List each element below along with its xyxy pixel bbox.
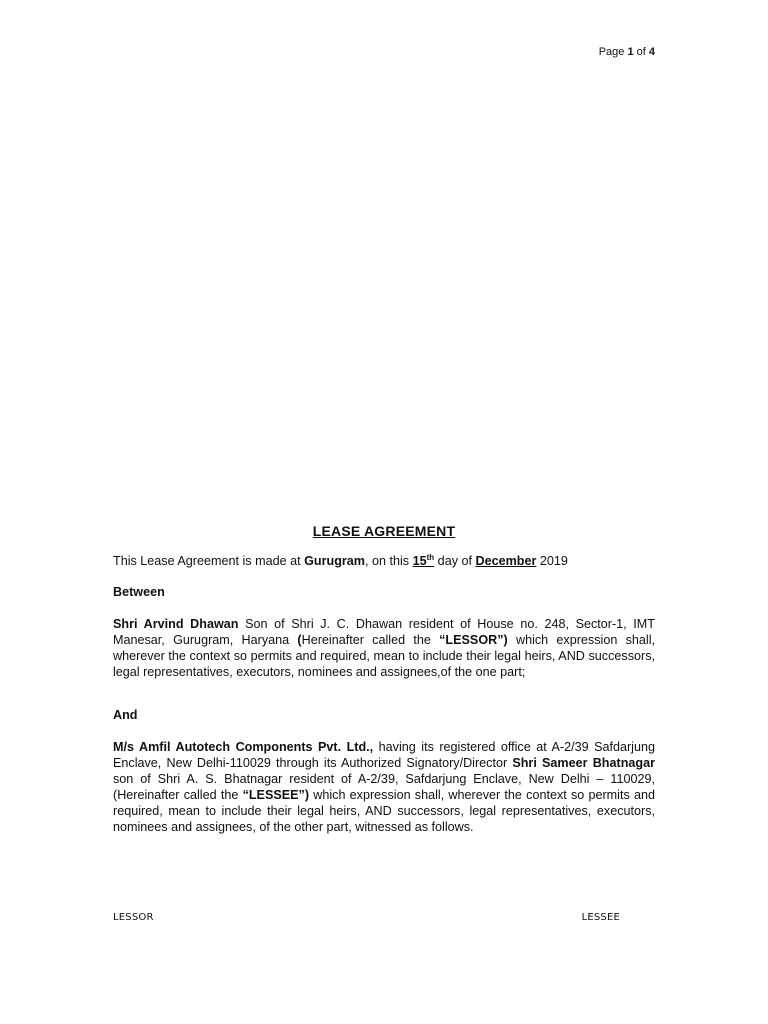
day-number [413, 554, 435, 568]
lessor-role: “LESSOR”) [439, 633, 508, 647]
lessor-text-1: Son of Shri J. C. Dhawan resident of House no. 248, Sector-1, IMT Manesar, Gurugram, Haryana [113, 617, 655, 647]
lessor-name: Shri Arvind Dhawan [113, 617, 239, 631]
lessee-company: M/s Amfil Autotech Components Pvt. Ltd., [113, 740, 374, 754]
place-name: Gurugram [304, 554, 365, 568]
document-body [113, 523, 655, 835]
month-name: December [475, 554, 537, 568]
page-of: of [633, 46, 649, 58]
page-current: 1 [627, 46, 634, 58]
year: 2019 [536, 554, 568, 568]
signature-row [113, 912, 620, 923]
and-heading: And [113, 708, 138, 722]
lessee-paragraph [113, 739, 655, 835]
page-number [599, 46, 655, 58]
page-prefix: Page [598, 46, 628, 58]
lessor-paren: ( [297, 633, 302, 647]
made-at-mid: , on this [365, 554, 413, 568]
lessor-text-3: which expression shall, wherever the context so permits and required, mean to include their legal heirs, AND successors, legal representatives, executors, nominees and assignees,of the one part; [113, 633, 656, 679]
lessor-text-2: Hereinafter called the [301, 633, 440, 647]
lessor-paragraph [113, 616, 655, 680]
between-heading: Between [113, 585, 165, 599]
lessee-role: “LESSEE”) [242, 788, 310, 802]
made-at-mid2: day of [434, 554, 476, 568]
lessee-text-1: having its registered office at A-2/39 Safdarjung Enclave, New Delhi-110029 through its Authorized Signatory/Director [113, 740, 655, 770]
document-title: LEASE AGREEMENT [312, 523, 456, 539]
day-suffix: th [426, 552, 435, 562]
made-at-prefix: This Lease Agreement is made at [113, 554, 305, 568]
lessee-signatory: Shri Sameer Bhatnagar [512, 756, 655, 770]
day-num: 15 [412, 554, 427, 568]
lessee-signature-label: LESSEE [581, 912, 620, 923]
lessee-text-3: which expression shall, wherever the context so permits and required, mean to include their legal heirs, AND successors, legal representatives, executors, nominees and assignees, of the other part, witnessed as follows. [113, 788, 656, 834]
made-at-line [113, 553, 655, 569]
lessor-signature-label: LESSOR [113, 912, 154, 923]
page-total: 4 [648, 46, 655, 58]
lessee-text-2: son of Shri A. S. Bhatnagar resident of A-2/39, Safdarjung Enclave, New Delhi – 110029, (Hereinafter called the [113, 772, 655, 802]
